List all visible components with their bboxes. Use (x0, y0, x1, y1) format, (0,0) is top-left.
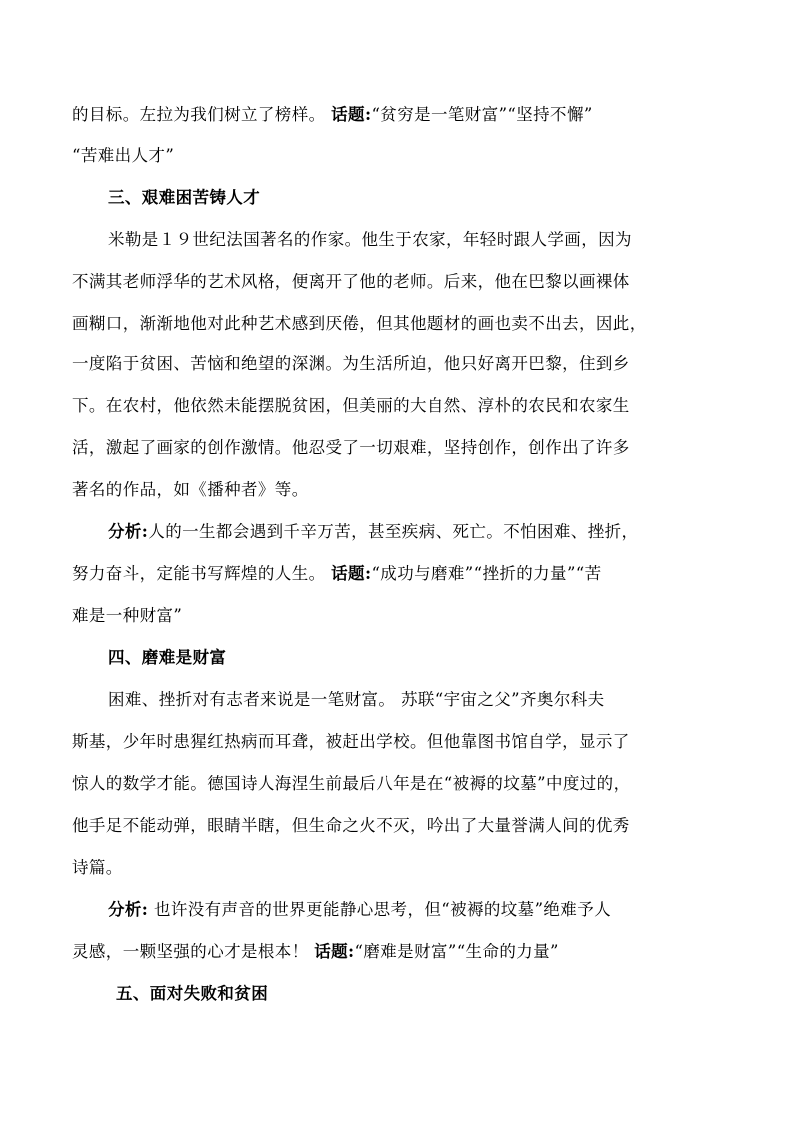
analysis-label: 分析: (108, 522, 149, 541)
paragraph-line: 下。在农村，他依然未能摆脱贫困，但美丽的大自然、淳朴的农民和农家生 (72, 396, 630, 415)
paragraph-line: 画糊口，渐渐地他对此种艺术感到厌倦，但其他题材的画也卖不出去，因此， (72, 314, 647, 333)
paragraph-line: 著名的作品，如《播种者》等。 (72, 480, 309, 499)
topic-text: “磨难是财富”“生命的力量” (354, 942, 559, 961)
analysis-text: 灵感，一颗坚强的心才是根本！ (72, 942, 315, 961)
paragraph-line: 活，激起了画家的创作激情。他忍受了一切艰难，坚持创作，创作出了许多 (72, 438, 630, 457)
paragraph-line: 困难、挫折对有志者来说是一笔财富。 苏联“宇宙之父”齐奥尔科夫 (108, 690, 605, 709)
analysis-line: 难是一种财富” (72, 606, 183, 625)
analysis-text: 努力奋斗，定能书写辉煌的人生。 (72, 564, 332, 583)
analysis-text: 人的一生都会遇到千辛万苦，甚至疾病、死亡。不怕困难、挫折， (148, 522, 639, 541)
body-text: 的目标。左拉为我们树立了榜样。 (72, 105, 332, 124)
analysis-line (72, 941, 559, 963)
topic-label: 话题: (331, 564, 372, 583)
topic-text: “成功与磨难”“挫折的力量”“苦 (371, 564, 602, 583)
topic-label: 话题: (331, 105, 372, 124)
section-heading: 三、艰难困苦铸人才 (108, 188, 261, 207)
paragraph-line: 米勒是１９世纪法国著名的作家。他生于农家，年轻时跟人学画，因为 (108, 230, 632, 249)
paragraph-line: 惊人的数学才能。德国诗人海涅生前最后八年是在“被褥的坟墓”中度过的， (72, 774, 631, 793)
section-heading: 五、面对失败和贫困 (116, 984, 269, 1003)
analysis-line (108, 899, 611, 921)
paragraph-line: 他手足不能动弹，眼睛半瞎，但生命之火不灭，吟出了大量誉满人间的优秀 (72, 816, 630, 835)
section-heading: 四、磨难是财富 (108, 648, 227, 667)
analysis-label: 分析: (108, 900, 149, 919)
paragraph-line: 不满其老师浮华的艺术风格，便离开了他的老师。后来，他在巴黎以画裸体 (72, 272, 630, 291)
paragraph-line: 斯基，少年时患猩红热病而耳聋，被赶出学校。但他靠图书馆自学，显示了 (72, 732, 630, 751)
paragraph-line: 一度陷于贫困、苦恼和绝望的深渊。为生活所迫，他只好离开巴黎，住到乡 (72, 354, 630, 373)
topic-text: “贫穷是一笔财富”“坚持不懈” (371, 105, 593, 124)
topic-label: 话题: (314, 942, 355, 961)
paragraph-line: 诗篇。 (72, 858, 123, 877)
paragraph-line (72, 104, 593, 126)
analysis-line (72, 563, 602, 585)
paragraph-line: “苦难出人才” (72, 146, 175, 165)
analysis-text: 也许没有声音的世界更能静心思考，但“被褥的坟墓”绝难予人 (148, 900, 612, 919)
analysis-line (108, 521, 638, 543)
